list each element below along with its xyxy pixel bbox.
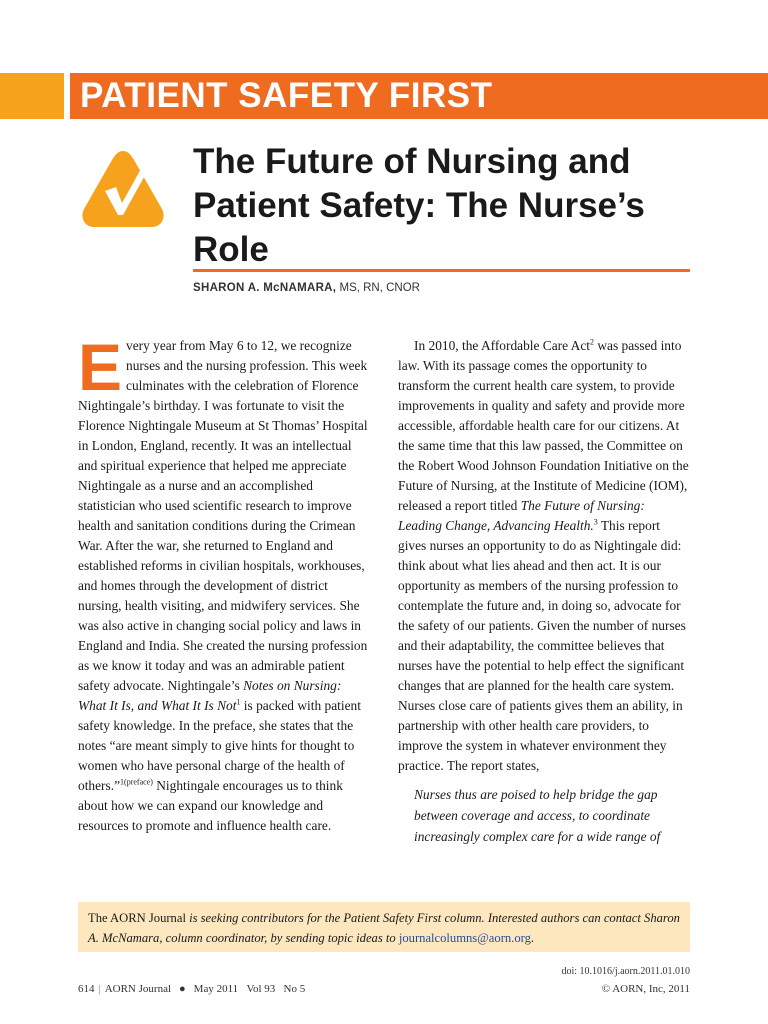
paragraph-text: was passed into law. With its passage comes the opportunity to transform the current health care system, to provide improvements in quality and safety and provide more accessible, affordable health care for our citizens. At the same time that this law passed, the Committee on the Robert Wood Johnson Foundation Initiative on the Future of Nursing, at the Institute of Medicine (IOM), released a report titled	[398, 338, 689, 513]
author-credentials: MS, RN, CNOR	[339, 282, 420, 294]
report-title: The Future of Nursing: Leading Change, Advancing Health.	[398, 498, 645, 533]
checkmark-triangle-icon	[78, 147, 168, 231]
issue: No 5	[283, 983, 306, 995]
callout-journal: The AORN Journal	[88, 911, 186, 925]
reference-marker: 1	[236, 697, 241, 707]
doi: doi: 10.1016/j.aorn.2011.01.010	[561, 966, 690, 977]
contributor-callout	[78, 902, 690, 952]
section-banner	[0, 73, 768, 119]
title-divider	[193, 269, 690, 272]
drop-cap: E	[78, 330, 123, 404]
block-quote: Nurses thus are poised to help bridge the gap between coverage and access, to coordinate increasingly complex care for a wide range of	[414, 787, 661, 844]
paragraph-intro	[78, 330, 370, 836]
section-title: PATIENT SAFETY FIRST	[80, 76, 493, 115]
callout-end: .	[530, 931, 535, 945]
callout-text: is seeking contributors for the Patient Safety First column. Interested authors can contact Sharon A. McNamara, column coordinator, by sending topic ideas to	[88, 911, 680, 945]
paragraph-text: In 2010, the Affordable Care Act	[414, 338, 591, 353]
book-title: Notes on Nursing: What It Is, and What It Is Not	[78, 678, 342, 713]
left-column	[78, 330, 370, 836]
bullet-icon: ●	[179, 983, 186, 995]
paragraph-text: This report gives nurses an opportunity to do as Nightingale did: think about what lies ahead and then act. It is our opportunity as members of the nursing profession to contemplate the future and, in doing so, advocate for the safety of our patients. Given the number of nurses and their adaptability, the committee believes that nurses have the potential to help effect the significant changes that are planned for the health care system. Nurses close care of patients gives them an ability, in partnership with other health care providers, to improve the system in whatever environment they practice. The report states,	[398, 518, 686, 773]
reference-marker: 3	[593, 517, 598, 527]
author-name: SHARON A. McNAMARA,	[193, 282, 337, 294]
footer-divider: |	[98, 983, 101, 995]
banner-accent-tab	[0, 73, 64, 119]
page-number: 614	[78, 983, 95, 995]
article-title: The Future of Nursing and Patient Safety: The Nurse’s Role	[193, 142, 645, 269]
journal-name: AORN Journal	[104, 983, 172, 995]
issue-date: May 2011	[193, 983, 239, 995]
byline	[193, 282, 420, 294]
paragraph-text: is packed with patient safety knowledge. In the preface, she states that the notes “are meant simply to give hints for thought to women who have personal charge of the health of others.”	[78, 698, 361, 793]
volume: Vol 93	[246, 983, 276, 995]
reference-marker: 2	[590, 337, 595, 347]
paragraph-text: Nightingale encourages us to think about how we can expand our knowledge and resources to promote and influence health care.	[78, 778, 343, 833]
paragraph-aca	[398, 336, 690, 776]
paragraph-text: very year from May 6 to 12, we recognize nurses and the nursing profession. This week culminates with the celebration of Florence Nightingale’s birthday. I was fortunate to visit the Florence Nightingale Museum at St Thomas’ Hospital in London, England, recently. It was an intellectual and spiritual experience that helped me appreciate Nightingale as a nurse and an accomplished statistician who used scientific research to improve health and sanitation conditions during the Crimean War. After the war, she returned to England and established reforms in civilian hospitals, workhouses, and homes through the development of district nursing, health visiting, and midwifery services. She was also active in changing social policy and laws in England and India. She created the nursing profession as we know it today and was an admirable patient safety advocate. Nightingale’s	[78, 338, 368, 693]
footer-citation	[78, 983, 305, 995]
copyright: © AORN, Inc, 2011	[601, 983, 690, 995]
reference-marker: 1(preface)	[120, 777, 153, 787]
email-link[interactable]: journalcolumns@aorn.org	[398, 931, 531, 945]
right-column	[398, 336, 690, 847]
